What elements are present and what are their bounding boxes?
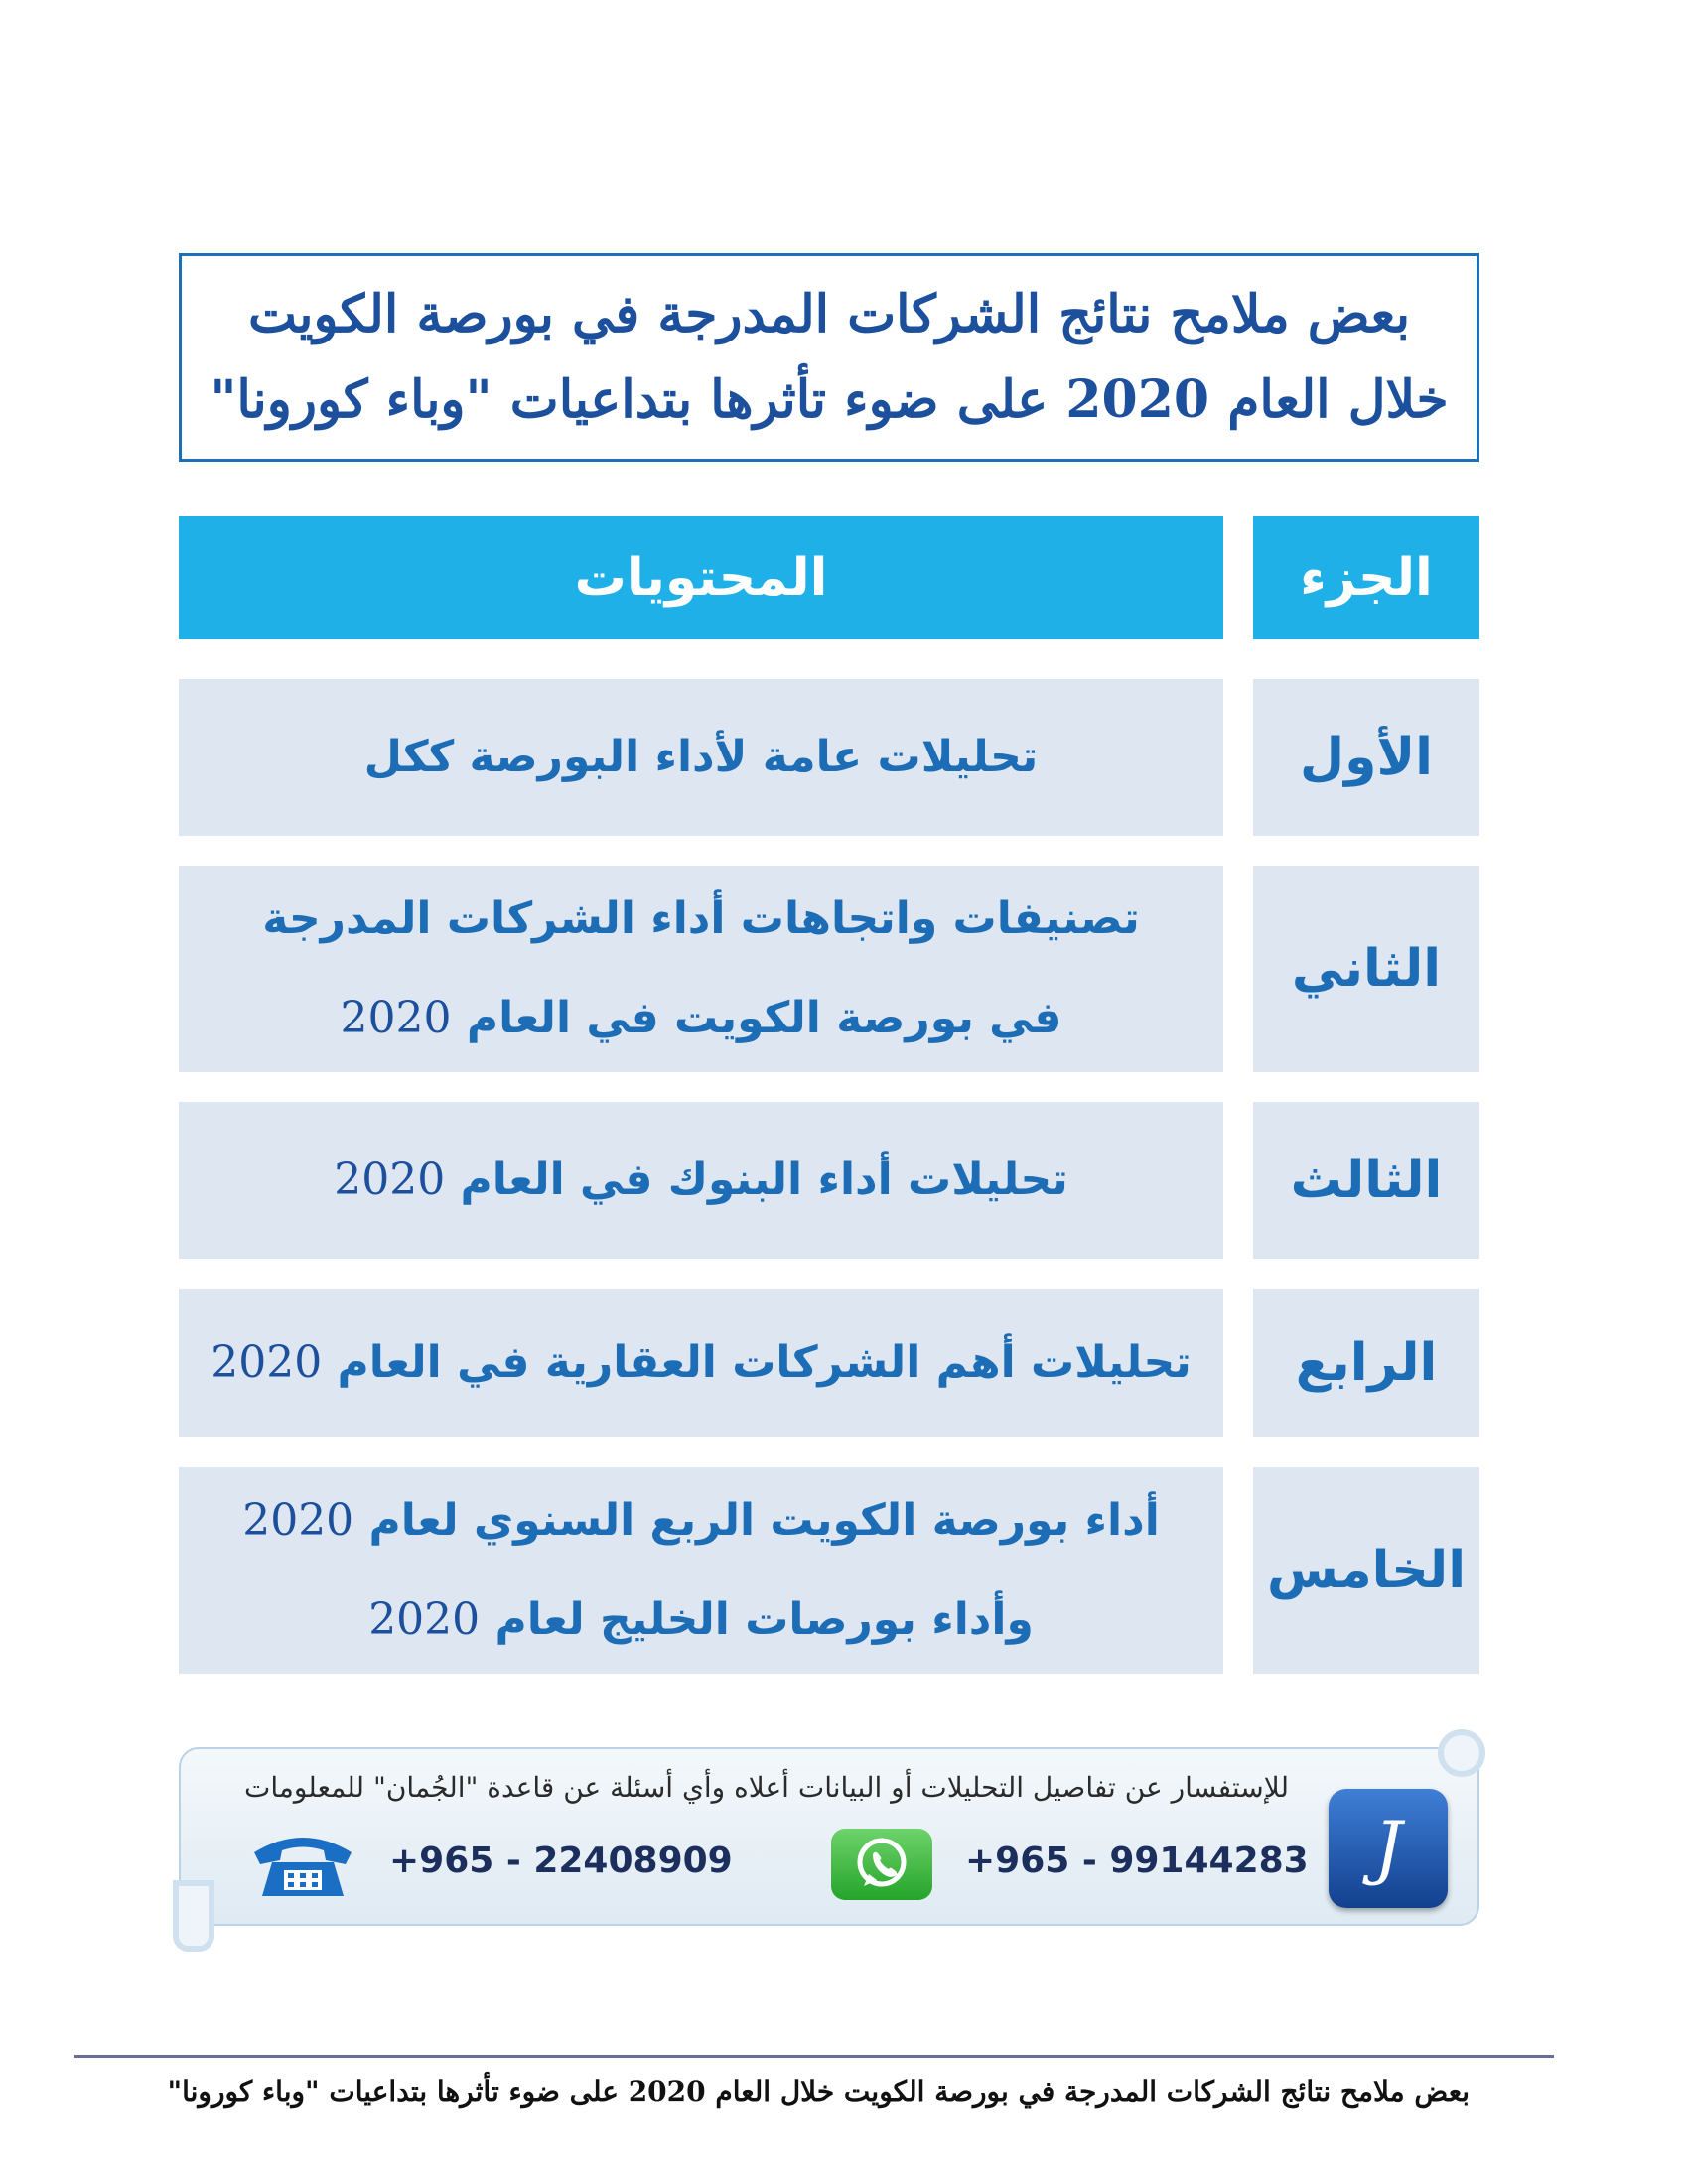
part-label: الرابع (1295, 1333, 1438, 1393)
table-row-part (1253, 1289, 1479, 1437)
contents-line (364, 708, 1039, 807)
contents-year: 2020 (211, 1337, 323, 1388)
contents-line (368, 1570, 1034, 1670)
table-row-part (1253, 1467, 1479, 1674)
telephone-icon (248, 1831, 357, 1900)
telephone-icon-glyph (248, 1831, 357, 1900)
whatsapp-icon-glyph (831, 1829, 932, 1900)
whatsapp-number[interactable]: +965 - 99144283 (965, 1841, 1309, 1881)
contents-text: تحليلات أهم الشركات العقارية في العام (337, 1337, 1192, 1388)
contents-line (334, 1131, 1068, 1230)
part-label: الثاني (1291, 939, 1442, 999)
contact-banner (179, 1747, 1479, 1926)
contents-text: تحليلات أداء البنوك في العام (460, 1155, 1068, 1205)
table-header-part (1253, 516, 1479, 639)
contents-year: 2020 (368, 1594, 481, 1645)
whatsapp-icon[interactable] (831, 1829, 932, 1900)
contents-text: أداء بورصة الكويت الربع السنوي لعام (368, 1495, 1160, 1546)
contents-year: 2020 (334, 1155, 446, 1205)
contents-line (341, 969, 1062, 1068)
contents-text: وأداء بورصات الخليج لعام (494, 1594, 1034, 1645)
report-title-box (179, 253, 1479, 462)
table-row-contents (179, 1102, 1223, 1259)
table-row-contents (179, 866, 1223, 1072)
part-label: الثالث (1290, 1151, 1443, 1210)
part-label: الأول (1300, 728, 1433, 787)
table-row-contents (179, 679, 1223, 836)
scroll-curl-decoration (1438, 1729, 1485, 1777)
table-row-part (1253, 679, 1479, 836)
landline-number[interactable]: +965 - 22408909 (389, 1841, 733, 1881)
contents-line (242, 1471, 1160, 1570)
table-row-part (1253, 866, 1479, 1072)
logo-letter: J (1373, 1807, 1403, 1888)
aljoman-logo-icon (1329, 1789, 1448, 1908)
report-title-line-1: بعض ملامح نتائج الشركات المدرجة في بورصة الكويت (247, 284, 1411, 344)
table-header-contents (179, 516, 1223, 639)
contents-year: 2020 (340, 993, 452, 1043)
contents-year: 2020 (242, 1495, 354, 1546)
report-title-line-2: خلال العام 2020 على ضوء تأثرها بتداعيات "وباء كورونا" (210, 369, 1449, 430)
contents-text: تحليلات عامة لأداء البورصة ككل (363, 732, 1039, 782)
contact-inquiry-text: للإستفسار عن تفاصيل التحليلات أو البيانات أعلاه وأي أسئلة عن قاعدة "الجُمان" للمعلومات (243, 1771, 1289, 1804)
table-header-part-label: الجزء (1300, 548, 1433, 608)
footer-divider (74, 2055, 1554, 2058)
part-label: الخامس (1266, 1541, 1467, 1600)
contents-line (262, 870, 1139, 969)
table-row-contents (179, 1467, 1223, 1674)
scroll-curl-decoration (173, 1880, 214, 1952)
table-header-contents-label: المحتويات (574, 548, 828, 608)
table-row-contents (179, 1289, 1223, 1437)
contents-text: تصنيفات واتجاهات أداء الشركات المدرجة (262, 893, 1140, 944)
table-row-part (1253, 1102, 1479, 1259)
contents-line (211, 1313, 1192, 1413)
page-footer: بعض ملامح نتائج الشركات المدرجة في بورصة الكويت خلال العام 2020 على ضوء تأثرها بتداعيات "وباء كورونا" (167, 2075, 1470, 2108)
contents-text: في بورصة الكويت في العام (466, 993, 1062, 1043)
